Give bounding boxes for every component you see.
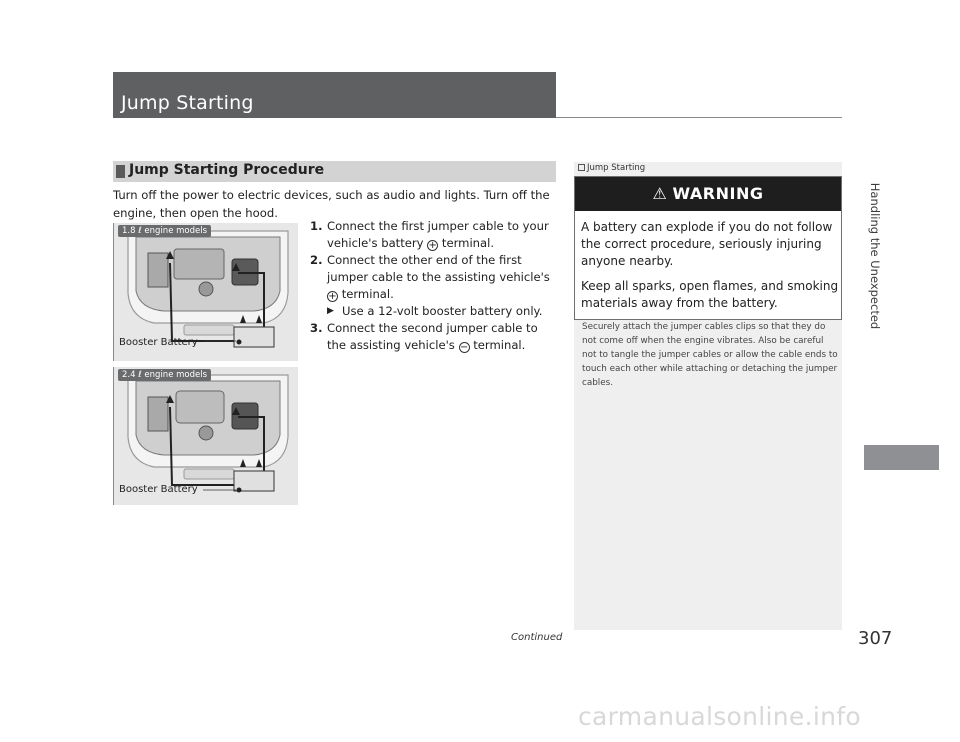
side-tab-label: Handling the Unexpected	[868, 182, 883, 330]
note-panel	[574, 162, 842, 630]
step-text: Connect the first jumper cable to your vehicle's battery	[327, 219, 549, 250]
page-number: 307	[858, 628, 893, 649]
warning-title: WARNING	[672, 184, 764, 203]
booster-battery-label: Booster Battery	[119, 484, 198, 495]
step-number: 2.	[310, 253, 323, 267]
warning-paragraph-2: Keep all sparks, open flames, and smoking materials away from the battery.	[581, 279, 839, 310]
intro-paragraph: Turn off the power to electric devices, such as audio and lights. Turn off the engine, then open the hood.	[113, 188, 550, 220]
note-heading-text: Jump Starting	[587, 163, 646, 173]
step-number: 3.	[310, 321, 323, 335]
side-tab	[864, 70, 886, 442]
minus-terminal-icon: −	[459, 342, 469, 353]
side-tab-marker	[864, 445, 939, 470]
warning-body	[581, 219, 839, 312]
note-heading	[578, 163, 645, 173]
step-1	[310, 218, 560, 252]
section-header	[113, 161, 556, 182]
steps-list	[310, 218, 560, 354]
section-title: Jump Starting Procedure	[129, 162, 325, 178]
section-square-icon	[116, 165, 125, 178]
step-text: Connect the other end of the first jumper cable to the assisting vehicle's	[327, 253, 550, 284]
plus-terminal-icon: +	[328, 291, 337, 302]
engine-figure-1	[113, 223, 298, 361]
step-text: Connect the second jumper cable to the assisting vehicle's	[327, 321, 538, 352]
title-rule	[556, 117, 842, 118]
step-text-end: terminal.	[441, 236, 495, 250]
booster-battery-label: Booster Battery	[119, 337, 198, 348]
page-title: Jump Starting	[121, 92, 254, 114]
step-2	[310, 252, 560, 303]
engine-badge: 2.4 ℓ engine models	[118, 369, 211, 381]
engine-figure-2	[113, 367, 298, 505]
plus-terminal-icon: +	[428, 240, 437, 251]
warning-triangle-icon: ⚠	[652, 184, 668, 203]
page-title-bar	[113, 72, 556, 118]
step-2-note	[310, 303, 560, 320]
reference-icon	[578, 164, 585, 171]
warning-header	[575, 177, 841, 211]
note-text: Securely attach the jumper cables clips so that they do not come off when the engine vibrates. Also be careful not to tangle the jumper cables or allow the cable ends to touch each other while attaching or detaching the jumper cables.	[582, 322, 838, 388]
warning-box	[574, 176, 842, 320]
arrow-right-icon: ▶	[327, 306, 334, 316]
step-text-end: terminal.	[473, 338, 526, 352]
engine-badge: 1.8 ℓ engine models	[118, 225, 211, 237]
step-text-end: terminal.	[341, 287, 394, 301]
continued-label: Continued	[511, 632, 563, 643]
step-number: 1.	[310, 219, 323, 233]
warning-paragraph-1: A battery can explode if you do not follow the correct procedure, seriously injuring anyone nearby.	[581, 220, 833, 268]
step-2-note-text: Use a 12-volt booster battery only.	[342, 304, 543, 318]
watermark: carmanualsonline.info	[578, 702, 861, 731]
step-3	[310, 320, 560, 354]
